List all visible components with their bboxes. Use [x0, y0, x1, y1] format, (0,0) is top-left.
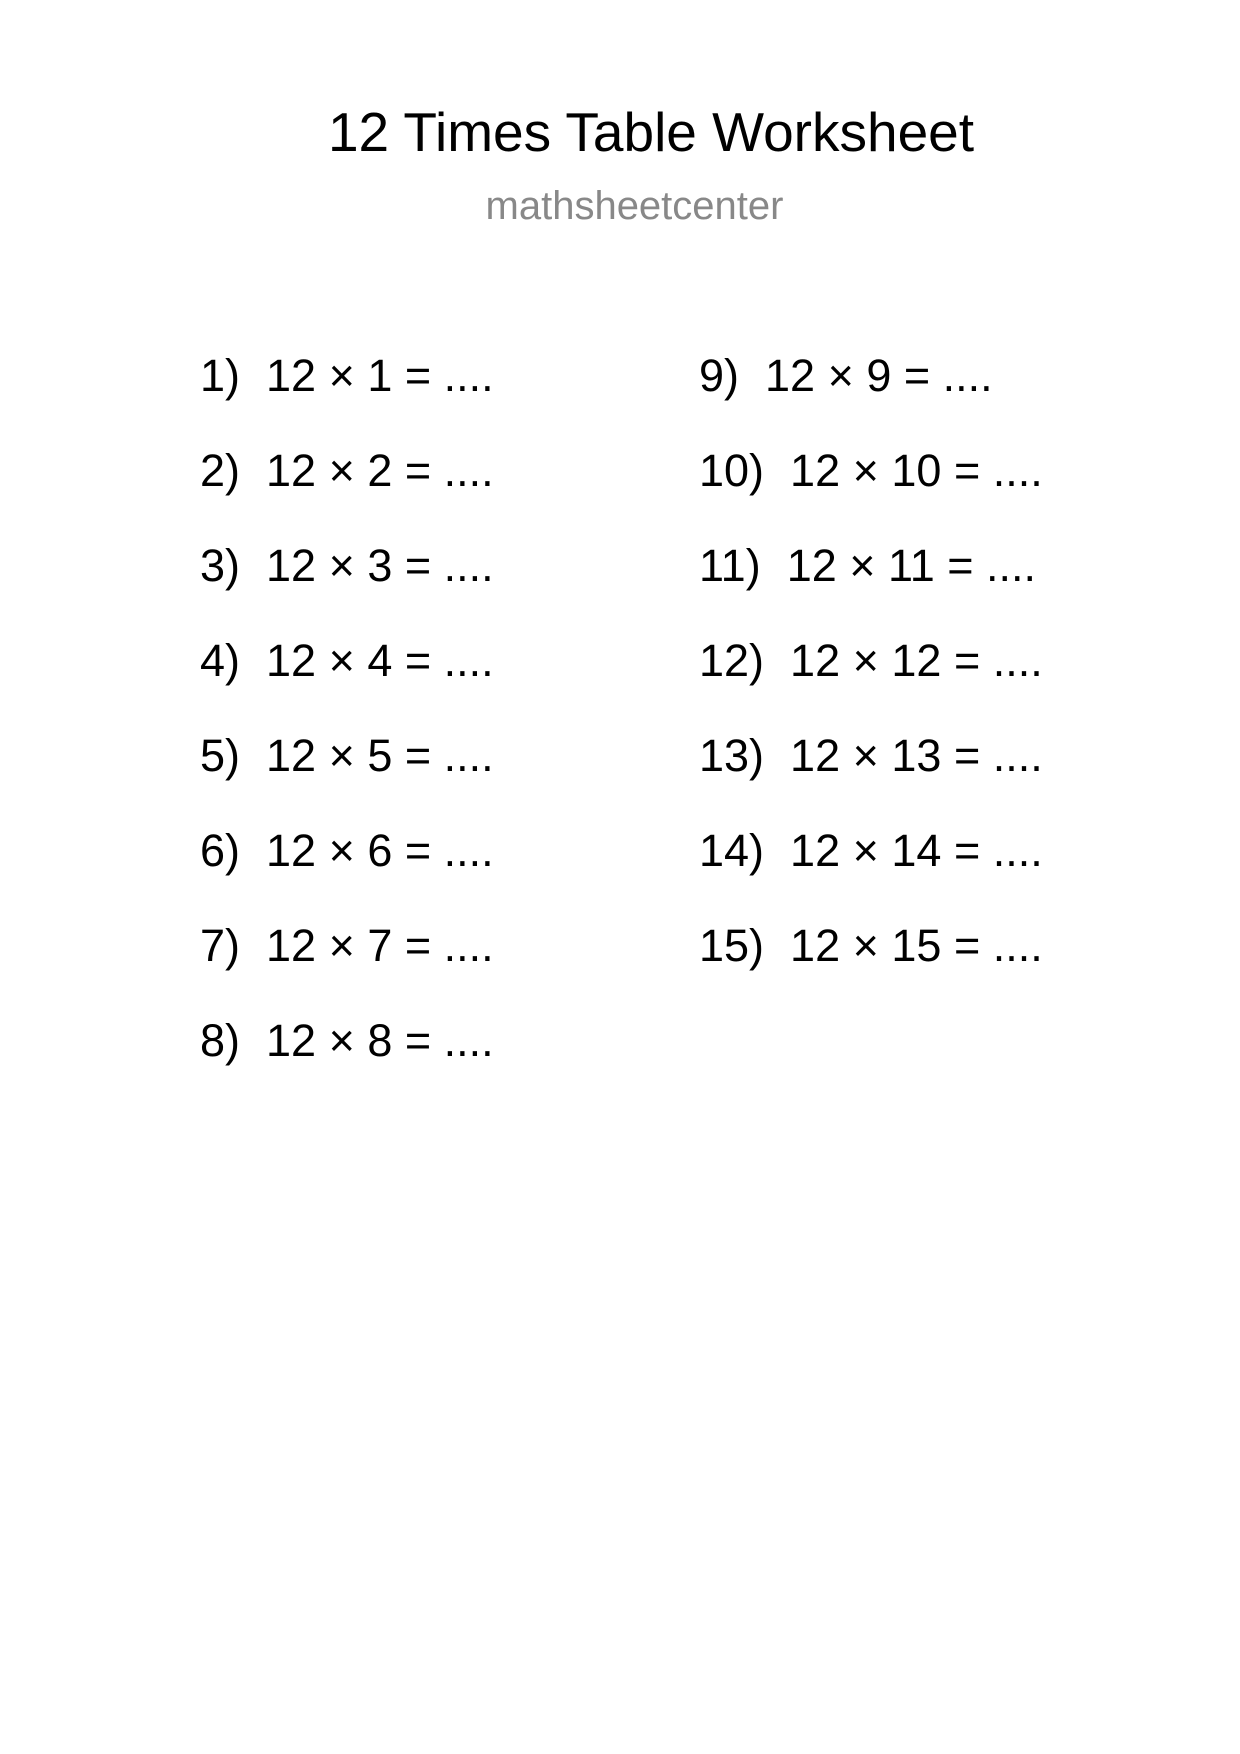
problem-expression: 12 × 4 = ....: [266, 635, 494, 686]
problem-expression: 12 × 12 = ....: [790, 635, 1043, 686]
problem-number: 7): [200, 920, 241, 971]
page-title: 12 Times Table Worksheet: [327, 101, 975, 163]
problem-item: [699, 540, 1043, 635]
problem-number: 5): [200, 730, 241, 781]
problem-item: [200, 635, 494, 730]
problem-item: [200, 445, 494, 540]
problem-item: [200, 1015, 494, 1110]
problem-number: 1): [200, 350, 241, 401]
problem-expression: 12 × 15 = ....: [790, 920, 1043, 971]
problem-number: 14): [699, 825, 765, 876]
problem-item: [699, 445, 1043, 540]
problem-item: [200, 350, 494, 445]
problem-number: 13): [699, 730, 765, 781]
problem-number: 8): [200, 1015, 241, 1066]
problem-number: 12): [699, 635, 765, 686]
problem-number: 11): [699, 540, 761, 591]
problem-item: [200, 540, 494, 635]
problem-column-left: [200, 350, 494, 1110]
problem-expression: 12 × 2 = ....: [266, 445, 494, 496]
problem-number: 15): [699, 920, 765, 971]
problem-expression: 12 × 1 = ....: [266, 350, 494, 401]
problem-item: [699, 635, 1043, 730]
problem-item: [699, 350, 1043, 445]
problem-expression: 12 × 3 = ....: [266, 540, 494, 591]
problem-number: 4): [200, 635, 241, 686]
page-subtitle: mathsheetcenter: [485, 184, 784, 228]
problem-number: 6): [200, 825, 241, 876]
problem-item: [699, 825, 1043, 920]
problem-item: [200, 920, 494, 1015]
problem-number: 10): [699, 445, 765, 496]
problem-expression: 12 × 14 = ....: [790, 825, 1043, 876]
problem-expression: 12 × 9 = ....: [765, 350, 993, 401]
problem-item: [699, 730, 1043, 825]
problem-item: [699, 920, 1043, 1015]
problem-item: [200, 730, 494, 825]
problem-number: 9): [699, 350, 740, 401]
problem-expression: 12 × 13 = ....: [790, 730, 1043, 781]
problem-number: 3): [200, 540, 241, 591]
problem-item: [200, 825, 494, 920]
problem-expression: 12 × 5 = ....: [266, 730, 494, 781]
problem-expression: 12 × 6 = ....: [266, 825, 494, 876]
problem-column-right: [699, 350, 1043, 1015]
problem-expression: 12 × 10 = ....: [790, 445, 1043, 496]
problem-expression: 12 × 7 = ....: [266, 920, 494, 971]
problem-number: 2): [200, 445, 241, 496]
problem-expression: 12 × 11 = ....: [786, 540, 1037, 591]
problem-expression: 12 × 8 = ....: [266, 1015, 494, 1066]
